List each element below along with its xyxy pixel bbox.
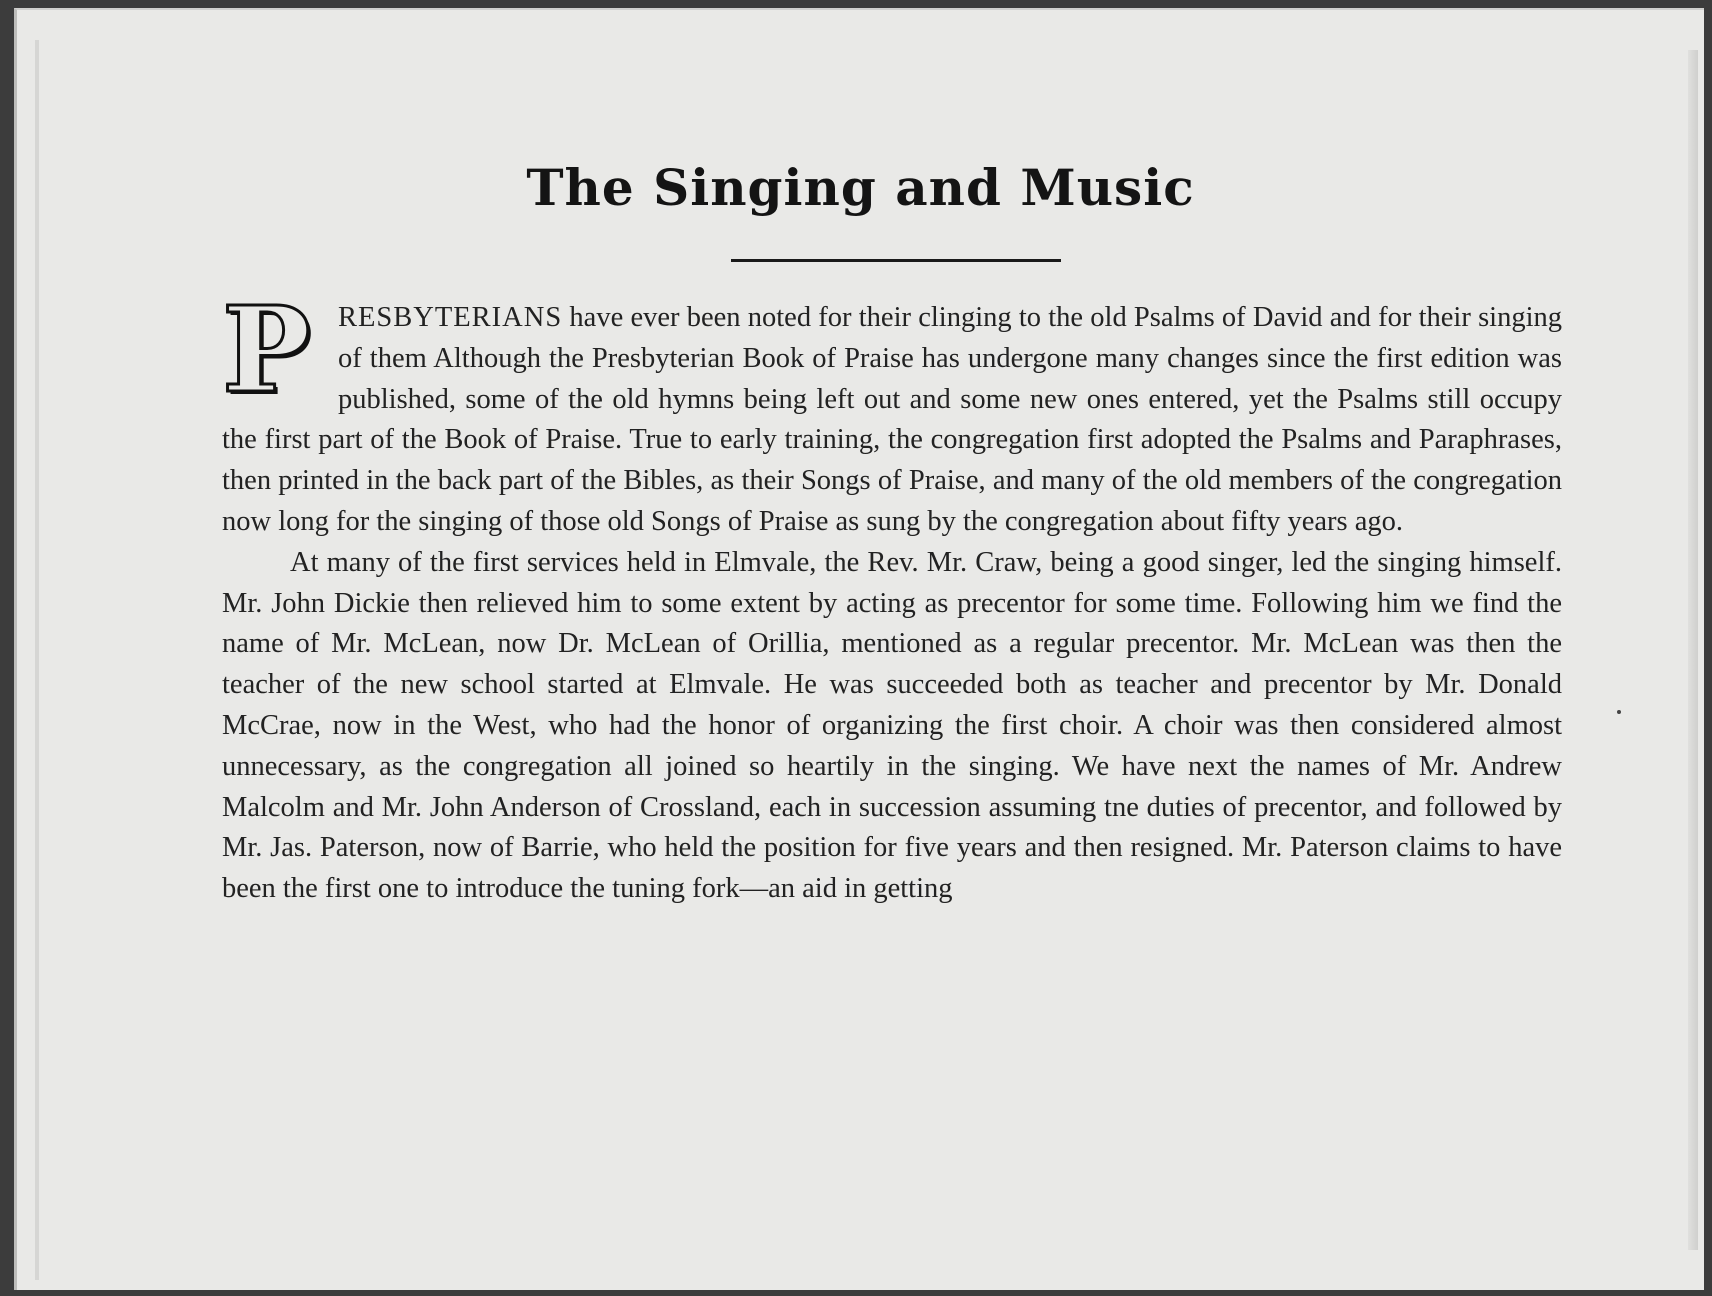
paragraph-1-opening: RESBYTERIANS: [338, 302, 563, 333]
paragraph-1-text: have ever been noted for their clinging to the old Psalms of David and for their singing of them Although the Presbyterian Book of Praise has undergone many changes since the first edition was published, some of the old hymns being left out and some new ones entered, yet the Psalms still occupy the first part of the Book of Praise. True to early training, the congregation first adopted the Psalms and Paraphrases, then printed in the back part of the Bibles, as their Songs of Praise, and many of the old members of the congregation now long for the singing of those old Songs of Praise as sung by the congregation about fifty years ago.: [222, 302, 1562, 537]
paragraph-1: [222, 280, 1562, 543]
book-page: [14, 8, 1704, 1290]
drop-cap: P: [222, 280, 311, 419]
page-binding-edge: [35, 40, 39, 1280]
page-body: [222, 280, 1562, 910]
title-rule: [731, 259, 1061, 262]
page-fore-edge: [1688, 50, 1698, 1250]
paragraph-2: At many of the first services held in Elmvale, the Rev. Mr. Craw, being a good singer, led the singing himself. Mr. John Dickie then relieved him to some extent by acting as precentor for some time. Following him we find the name of Mr. McLean, now Dr. McLean of Orillia, mentioned as a regular precentor. Mr. McLean was then the teacher of the new school started at Elmvale. He was succeeded both as teacher and precentor by Mr. Donald McCrae, now in the West, who had the honor of organizing the first choir. A choir was then considered almost unnecessary, as the congregation all joined so heartily in the singing. We have next the names of Mr. Andrew Malcolm and Mr. John Anderson of Crossland, each in succession assuming tne duties of precentor, and followed by Mr. Jas. Paterson, now of Barrie, who held the position for five years and then resigned. Mr. Paterson claims to have been the first one to introduce the tuning fork—an aid in getting: [222, 546, 1562, 905]
scan-speck: [1617, 710, 1621, 714]
page-title: The Singing and Music: [526, 158, 1195, 217]
